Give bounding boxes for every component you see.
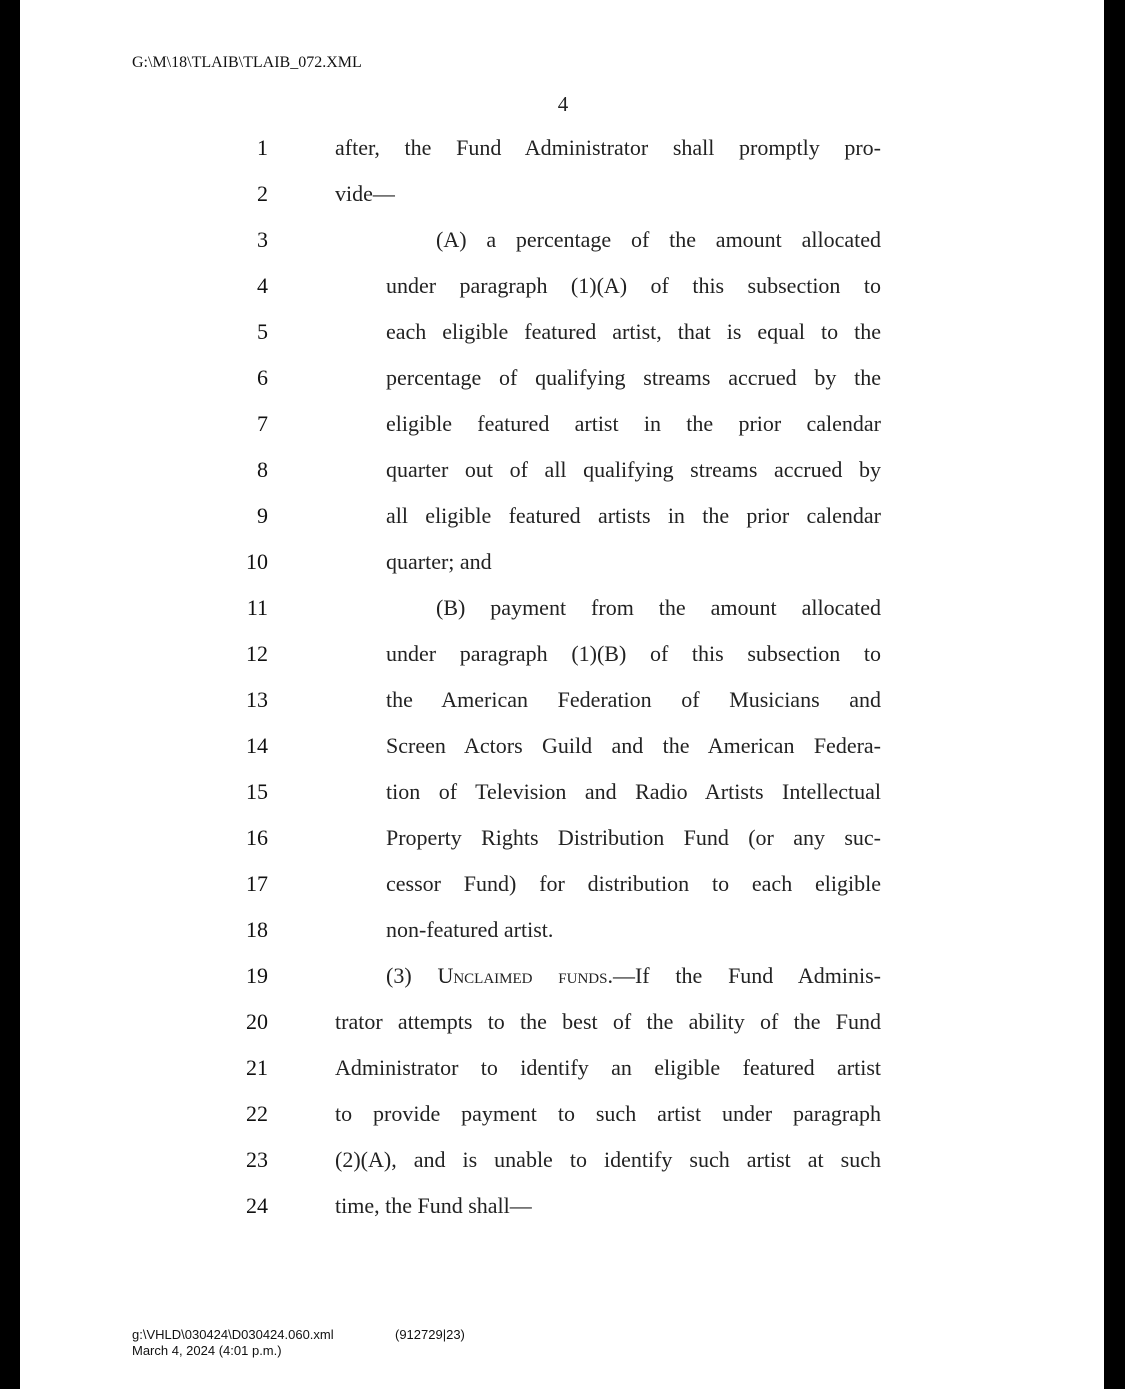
line-text: all eligible featured artists in the prior calendar bbox=[386, 503, 881, 528]
line-number: 15 bbox=[246, 779, 268, 804]
line-text: (2)(A), and is unable to identify such artist at such bbox=[335, 1147, 881, 1172]
line-number: 6 bbox=[257, 365, 268, 390]
line-number: 3 bbox=[257, 227, 268, 252]
text-line bbox=[20, 964, 1104, 1010]
line-text: under paragraph (1)(B) of this subsection to bbox=[386, 641, 881, 666]
text-line bbox=[20, 274, 1104, 320]
text-line bbox=[20, 1056, 1104, 1102]
text-line bbox=[20, 918, 1104, 964]
line-number: 16 bbox=[246, 825, 268, 850]
line-number: 8 bbox=[257, 457, 268, 482]
line-text: under paragraph (1)(A) of this subsection to bbox=[386, 273, 881, 298]
line-number: 23 bbox=[246, 1147, 268, 1172]
line-text: to provide payment to such artist under paragraph bbox=[335, 1101, 881, 1126]
line-number: 13 bbox=[246, 687, 268, 712]
text-line bbox=[20, 1102, 1104, 1148]
line-text: cessor Fund) for distribution to each eligible bbox=[386, 871, 881, 896]
footer-file-path: g:\VHLD\030424\D030424.060.xml bbox=[132, 1327, 334, 1342]
section-heading-text: —If the Fund Adminis- bbox=[612, 963, 881, 988]
line-number: 14 bbox=[246, 733, 268, 758]
text-line bbox=[20, 320, 1104, 366]
document-page bbox=[20, 0, 1104, 1389]
line-text: each eligible featured artist, that is equal to the bbox=[386, 319, 881, 344]
line-number: 21 bbox=[246, 1055, 268, 1080]
section-heading: (3) Unclaimed funds. bbox=[386, 963, 613, 988]
text-line bbox=[20, 412, 1104, 458]
text-line bbox=[20, 504, 1104, 550]
line-number: 20 bbox=[246, 1009, 268, 1034]
page-number: 4 bbox=[557, 92, 569, 116]
line-text: percentage of qualifying streams accrued by the bbox=[386, 365, 881, 390]
line-text: time, the Fund shall— bbox=[335, 1193, 532, 1218]
line-number: 10 bbox=[246, 549, 268, 574]
text-line bbox=[20, 734, 1104, 780]
text-line bbox=[20, 688, 1104, 734]
line-number: 18 bbox=[246, 917, 268, 942]
line-number: 7 bbox=[257, 411, 268, 436]
line-text: vide— bbox=[335, 181, 395, 206]
line-text: quarter out of all qualifying streams accrued by bbox=[386, 457, 881, 482]
line-text bbox=[386, 964, 881, 988]
line-text: (A) a percentage of the amount allocated bbox=[436, 227, 881, 252]
header-file-path: G:\M\18\TLAIB\TLAIB_072.XML bbox=[132, 54, 362, 71]
line-number: 4 bbox=[257, 273, 268, 298]
line-text: the American Federation of Musicians and bbox=[386, 687, 881, 712]
line-number: 17 bbox=[246, 871, 268, 896]
text-line bbox=[20, 1194, 1104, 1240]
line-number: 11 bbox=[246, 595, 268, 620]
text-line bbox=[20, 182, 1104, 228]
line-text: after, the Fund Administrator shall promptly pro- bbox=[335, 135, 881, 160]
line-text: (B) payment from the amount allocated bbox=[436, 595, 881, 620]
line-text: tion of Television and Radio Artists Intellectual bbox=[386, 779, 881, 804]
line-number: 9 bbox=[257, 503, 268, 528]
footer-code: (912729|23) bbox=[395, 1327, 465, 1342]
text-line bbox=[20, 1010, 1104, 1056]
line-number: 2 bbox=[257, 181, 268, 206]
text-line bbox=[20, 780, 1104, 826]
text-line bbox=[20, 642, 1104, 688]
text-line bbox=[20, 458, 1104, 504]
line-number: 1 bbox=[257, 135, 268, 160]
line-text: trator attempts to the best of the ability of the Fund bbox=[335, 1009, 881, 1034]
text-line bbox=[20, 826, 1104, 872]
line-number: 22 bbox=[246, 1101, 268, 1126]
footer-file-info bbox=[132, 1327, 334, 1359]
line-text: non-featured artist. bbox=[386, 917, 554, 942]
text-line bbox=[20, 366, 1104, 412]
footer-date: March 4, 2024 (4:01 p.m.) bbox=[132, 1343, 282, 1358]
line-number: 12 bbox=[246, 641, 268, 666]
text-line bbox=[20, 872, 1104, 918]
line-text: eligible featured artist in the prior calendar bbox=[386, 411, 881, 436]
text-line bbox=[20, 228, 1104, 274]
line-text: quarter; and bbox=[386, 549, 492, 574]
line-text: Screen Actors Guild and the American Federa- bbox=[386, 733, 881, 758]
line-number: 5 bbox=[257, 319, 268, 344]
text-line bbox=[20, 596, 1104, 642]
line-text: Administrator to identify an eligible featured artist bbox=[335, 1055, 881, 1080]
text-line bbox=[20, 550, 1104, 596]
line-number: 19 bbox=[246, 963, 268, 988]
line-text: Property Rights Distribution Fund (or any suc- bbox=[386, 825, 881, 850]
text-line bbox=[20, 1148, 1104, 1194]
text-line bbox=[20, 136, 1104, 182]
line-number: 24 bbox=[246, 1193, 268, 1218]
